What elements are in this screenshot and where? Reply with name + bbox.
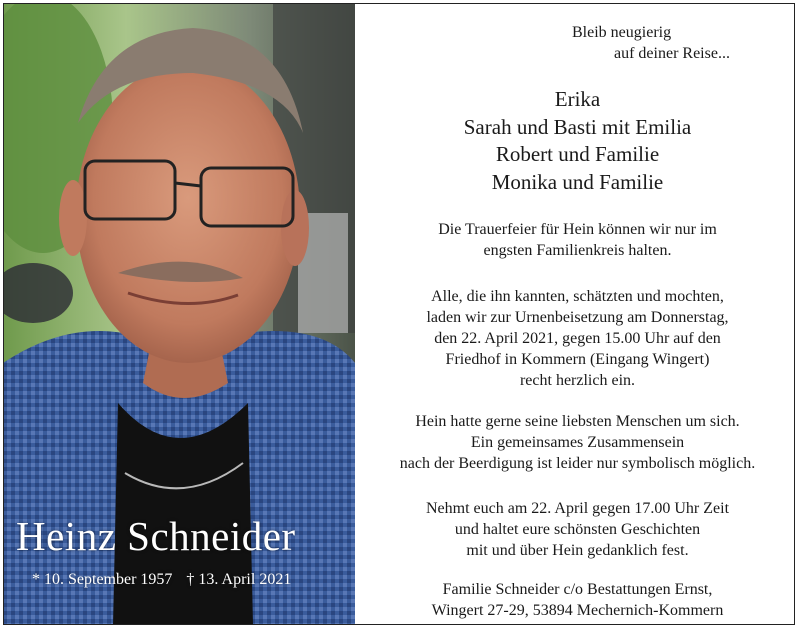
mourners-list: [360, 86, 795, 196]
text-line: Hein hatte gerne seine liebsten Menschen um sich.: [415, 413, 740, 430]
text-line: mit und über Hein gedanklich fest.: [466, 542, 689, 559]
paragraph-remembrance: [360, 498, 795, 561]
paragraph-funeral: [360, 219, 795, 261]
text-line: Friedhof in Kommern (Eingang Wingert): [445, 351, 710, 368]
death-date: † 13. April 2021: [186, 571, 292, 588]
text-line: Die Trauerfeier für Hein können wir nur im: [438, 221, 717, 238]
text-line: Ein gemeinsames Zusammensein: [470, 434, 685, 451]
text-line: Alle, die ihn kannten, schätzten und mochten,: [431, 288, 724, 305]
paragraph-gathering: [360, 411, 795, 474]
text-line: Familie Schneider c/o Bestattungen Ernst,: [442, 581, 713, 598]
text-line: Nehmt euch am 22. April gegen 17.00 Uhr Zeit: [425, 500, 730, 517]
life-dates: [32, 571, 291, 589]
paragraph-invitation: [360, 286, 795, 391]
mourner: Sarah und Basti mit Emilia: [463, 114, 692, 139]
text-line: und haltet eure schönsten Geschichten: [454, 521, 701, 538]
mourner: Erika: [554, 87, 601, 111]
birth-date: * 10. September 1957: [32, 571, 173, 588]
notice-text-column: [360, 0, 795, 630]
text-line: den 22. April 2021, gegen 15.00 Uhr auf den: [434, 330, 721, 347]
mourner: Robert und Familie: [495, 142, 660, 166]
text-line: Wingert 27-29, 53894 Mechernich-Kommern: [431, 602, 724, 619]
motto: [572, 22, 730, 64]
text-line: engsten Familienkreis halten.: [483, 242, 672, 259]
text-line: recht herzlich ein.: [519, 372, 636, 389]
text-line: nach der Beerdigung ist leider nur symbolisch möglich.: [399, 455, 756, 472]
motto-line: auf deiner Reise...: [614, 45, 730, 62]
motto-line: Bleib neugierig: [572, 24, 672, 41]
deceased-name: Heinz Schneider: [16, 513, 296, 559]
text-line: laden wir zur Urnenbeisetzung am Donnerstag,: [426, 309, 729, 326]
contact-address: [360, 579, 795, 621]
mourner: Monika und Familie: [491, 169, 664, 194]
